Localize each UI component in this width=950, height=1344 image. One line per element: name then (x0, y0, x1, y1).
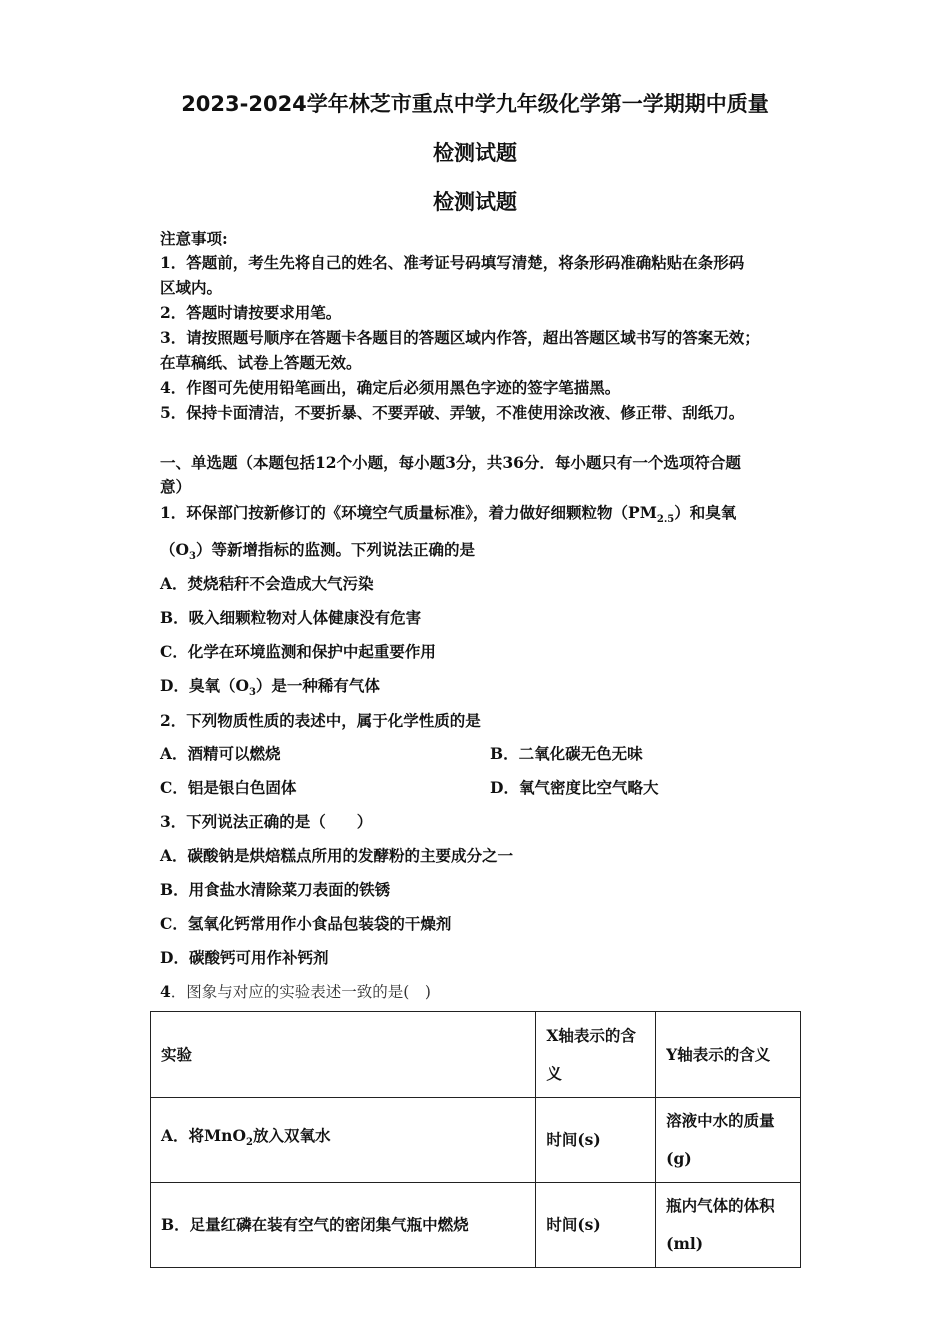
section-heading: 一、单选题（本题包括12个小题，每小题3分，共36分．每小题只有一个选项符合题 (160, 453, 741, 472)
table-header-row (151, 1012, 801, 1098)
title-line-2: 检测试题 (433, 141, 517, 165)
q3-option-a: A．碳酸钠是烘焙糕点所用的发酵粉的主要成分之一 (160, 846, 514, 865)
q1-option-d: D．臭氧$(O_3)$是一种稀有气体 (160, 676, 380, 699)
q2-stem: 2．下列物质性质的表述中，属于化学性质的是 (160, 711, 481, 730)
q3-option-d: D．碳酸钙可用作补钙剂 (160, 948, 329, 967)
table-cell-x-a: 时间(s) (536, 1098, 656, 1183)
table-row (151, 1183, 801, 1268)
notice-item: 区域内。 (160, 278, 223, 297)
q2-option-c: C．铝是银白色固体 (160, 778, 297, 797)
q2-option-b: B．二氧化碳无色无味 (490, 744, 643, 763)
notice-item: 3．请按照题号顺序在答题卡各题目的答题区域内作答，超出答题区域书写的答案无效； (160, 328, 760, 347)
table-cell-experiment-a: A．将MnO$_2$放入双氧水 (151, 1098, 536, 1183)
notice-item: 5．保持卡面清洁，不要折暴、不要弄破、弄皱，不准使用涂改液、修正带、刮纸刀。 (160, 403, 745, 422)
notice-item: 2．答题时请按要求用笔。 (160, 303, 342, 322)
table-header-y: Y轴表示的含义 (656, 1012, 801, 1098)
q1-stem: 1．环保部门按新修订的《环境空气质量标准》，着力做好细颗粒物$(PM_{2.5})$和臭氧 (160, 503, 737, 526)
q4-stem: 4．图象与对应的实验表述一致的是( ) (160, 982, 431, 1001)
q2-option-a: A．酒精可以燃烧 (160, 744, 281, 763)
table-cell-x-b: 时间(s) (536, 1183, 656, 1268)
title-line-1: 2023-2024学年林芝市重点中学九年级化学第一学期期中质量 (181, 92, 769, 116)
q1-option-a: A．焚烧秸秆不会造成大气污染 (160, 574, 374, 593)
q1-option-c: C．化学在环境监测和保护中起重要作用 (160, 642, 436, 661)
notice-item: 4．作图可先使用铅笔画出，确定后必须用黑色字迹的签字笔描黑。 (160, 378, 621, 397)
table-cell-y-b: 瓶内气体的体积 (ml) (656, 1183, 801, 1268)
title-line-3: 检测试题 (433, 190, 517, 214)
q2-option-d: D．氧气密度比空气略大 (490, 778, 659, 797)
table-header-experiment: 实验 (151, 1012, 536, 1098)
q3-option-c: C．氢氧化钙常用作小食品包装袋的干燥剂 (160, 914, 452, 933)
q1-stem-cont: $(O_3)$等新增指标的监测。下列说法正确的是 (160, 540, 475, 563)
section-heading-cont: 意） (160, 477, 192, 496)
notice-item: 1．答题前，考生先将自己的姓名、准考证号码填写清楚，将条形码准确粘贴在条形码 (160, 253, 745, 272)
q3-option-b: B．用食盐水清除菜刀表面的铁锈 (160, 880, 391, 899)
table-header-x: X轴表示的含 义 (536, 1012, 656, 1098)
q1-option-b: B．吸入细颗粒物对人体健康没有危害 (160, 608, 422, 627)
table-row (151, 1098, 801, 1183)
notice-item: 在草稿纸、试卷上答题无效。 (160, 353, 362, 372)
notice-heading: 注意事项: (160, 229, 228, 248)
table-cell-experiment-b: B．足量红磷在装有空气的密闭集气瓶中燃烧 (151, 1183, 536, 1268)
q4-table (150, 1011, 801, 1268)
table-cell-y-a: 溶液中水的质量 (g) (656, 1098, 801, 1183)
q3-stem: 3．下列说法正确的是（ ） (160, 812, 373, 831)
